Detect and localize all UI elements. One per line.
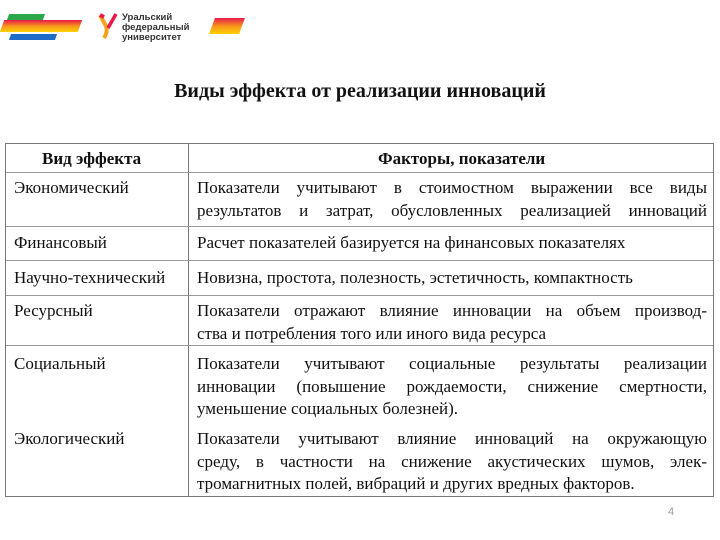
logo-line: Уральский — [122, 12, 173, 23]
effect-factors — [197, 232, 707, 255]
row-divider — [6, 172, 713, 173]
effects-table — [5, 143, 714, 497]
text-line: инновации (повышение рождаемости, снижение смертности, — [197, 376, 707, 396]
effect-factors — [197, 177, 707, 222]
row-divider — [6, 260, 713, 261]
row-divider — [6, 295, 713, 296]
logo-stripe-blue — [9, 34, 57, 40]
logo-stripe-right — [209, 18, 245, 34]
row-divider — [6, 345, 713, 346]
text-line: тромагнитных полей, вибраций и других вредных факторов. — [197, 474, 635, 493]
effect-factors — [197, 428, 707, 496]
university-name — [122, 13, 189, 43]
header-factors: Факторы, показатели — [378, 149, 546, 168]
logo-line: федеральный — [122, 22, 190, 33]
text-line: Показатели учитывают влияние инноваций на окружающую — [197, 429, 707, 448]
effect-type: Экономический — [14, 178, 129, 197]
text-line: ства и потребления того или иного вида ресурса — [197, 323, 547, 343]
row-divider — [6, 226, 713, 227]
text-line: результатов и затрат, обусловленных реализацией инноваций — [197, 200, 707, 220]
effect-type: Социальный — [14, 354, 106, 373]
logo-stripe-gradient — [0, 20, 82, 32]
text-line: уменьшение социальных болезней). — [197, 399, 459, 418]
header-effect-type: Вид эффекта — [42, 149, 142, 168]
slide-title: Виды эффекта от реализации инноваций — [174, 80, 546, 102]
effect-factors — [197, 353, 707, 421]
text-line: Новизна, простота, полезность, эстетичность, компактность — [197, 268, 633, 287]
text-line: среду, в частности на снижение акустических шумов, элек- — [197, 451, 707, 471]
text-line: Показатели учитывают социальные результаты реализации — [197, 354, 707, 373]
logo-line: университет — [122, 32, 182, 43]
effect-type: Экологический — [14, 429, 125, 448]
effect-type: Научно-технический — [14, 268, 166, 287]
effect-factors — [197, 267, 707, 290]
effect-factors — [197, 300, 707, 345]
university-logo-icon — [98, 12, 118, 40]
page-number: 4 — [668, 506, 675, 518]
text-line: Показатели учитывают в стоимостном выражении все виды — [197, 178, 707, 197]
column-divider — [188, 144, 189, 496]
effect-type: Ресурсный — [14, 301, 93, 320]
effect-type: Финансовый — [14, 233, 107, 252]
text-line: Показатели отражают влияние инновации на объем производ- — [197, 301, 707, 320]
text-line: Расчет показателей базируется на финансовых показателях — [197, 233, 626, 252]
